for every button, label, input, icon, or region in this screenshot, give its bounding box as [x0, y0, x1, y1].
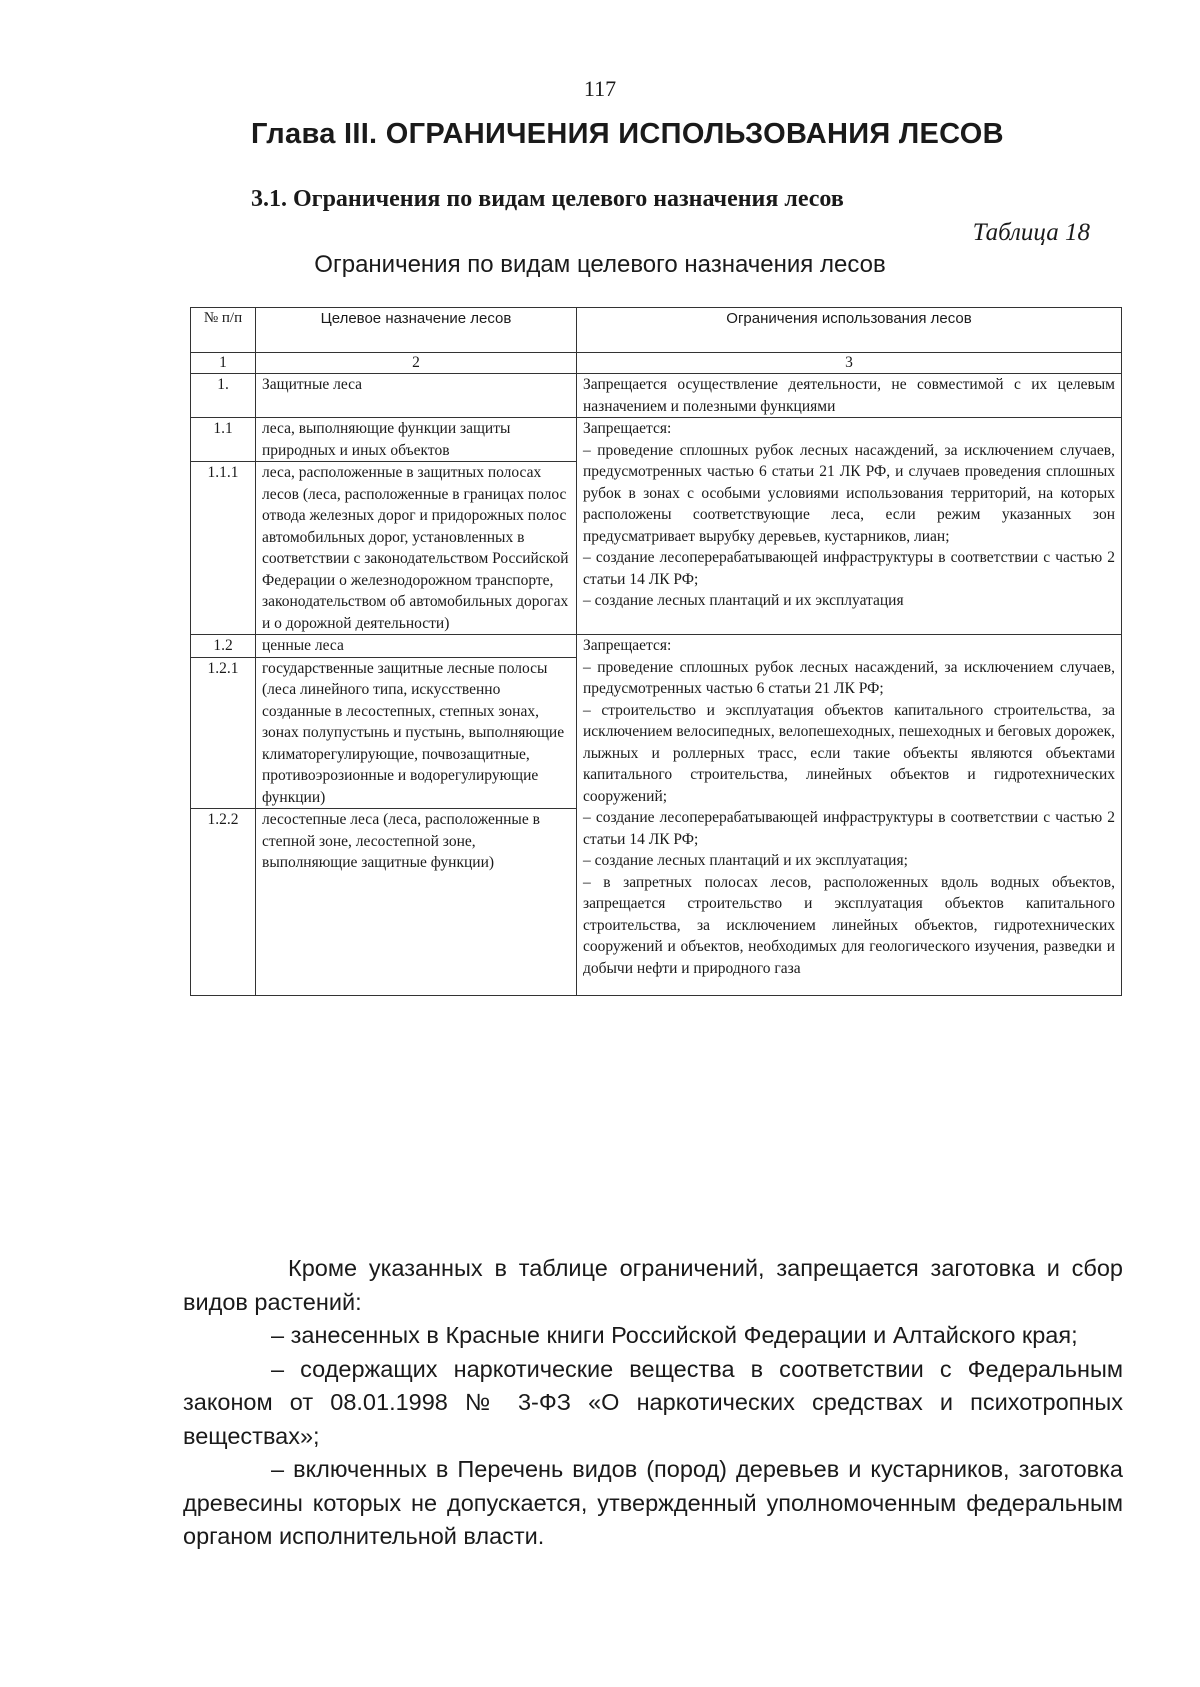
header-number: № п/п: [191, 308, 256, 353]
row-number: 1.2: [191, 635, 256, 658]
chapter-title: Глава III. ОГРАНИЧЕНИЯ ИСПОЛЬЗОВАНИЯ ЛЕСОВ: [251, 118, 1004, 150]
restriction-item: – проведение сплошных рубок лесных насаждений, за исключением случаев, предусмотренных частью 6 статьи 21 ЛК РФ;: [583, 658, 1115, 697]
restriction-item: – создание лесных плантаций и их эксплуатация;: [583, 852, 908, 869]
restriction-cell: [577, 635, 1122, 996]
paragraph: – занесенных в Красные книги Российской Федерации и Алтайского края;: [271, 1322, 1078, 1348]
table-row: [191, 374, 1122, 418]
row-number: 1.1: [191, 418, 256, 462]
paragraph: Кроме указанных в таблице ограничений, запрещается заготовка и сбор видов растений:: [183, 1255, 1123, 1315]
table-row: [191, 635, 1122, 658]
body-text: [183, 1252, 1123, 1554]
purpose-cell: леса, выполняющие функции защиты природных и иных объектов: [256, 418, 577, 462]
restriction-item: – создание лесоперерабатывающей инфраструктуры в соответствии с частью 2 статьи 14 ЛК РФ;: [583, 809, 1115, 848]
row-number: 1.2.1: [191, 657, 256, 809]
purpose-cell: лесостепные леса (леса, расположенные в степной зоне, лесостепной зоне, выполняющие защитные функции): [256, 809, 577, 996]
row-number: 1.: [191, 374, 256, 418]
column-number: 1: [191, 353, 256, 374]
column-number: 3: [577, 353, 1122, 374]
column-numbers-row: [191, 353, 1122, 374]
table-label: Таблица 18: [972, 219, 1090, 246]
row-number: 1.1.1: [191, 462, 256, 635]
restriction-cell: Запрещается осуществление деятельности, не совместимой с их целевым назначением и полезными функциями: [577, 374, 1122, 418]
purpose-cell: леса, расположенные в защитных полосах лесов (леса, расположенные в границах полос отвода железных дорог и придорожных полос автомобильных дорог, установленных в соответствии с законодательством Российской Федерации о железнодорожном транспорте, законодательством об автомобильных дорогах и о дорожной деятельности): [256, 462, 577, 635]
table-header-row: [191, 308, 1122, 353]
restriction-item: – строительство и эксплуатация объектов капитального строительства, за исключением велосипедных, велопешеходных, пешеходных и беговых дорожек, лыжных и роллерных трасс, если такие объекты являются объектами капитального строительства, линейных объектов и гидротехнических сооружений;: [583, 701, 1115, 805]
column-number: 2: [256, 353, 577, 374]
purpose-cell: государственные защитные лесные полосы (леса линейного типа, искусственно созданные в лесостепных, степных зонах, зонах полупустынь и пустынь, выполняющие климаторегулирующие, почвозащитные, противоэрозионные и водорегулирующие функции): [256, 657, 577, 809]
header-purpose: Целевое назначение лесов: [256, 308, 577, 353]
table-row: [191, 418, 1122, 462]
restriction-item: – проведение сплошных рубок лесных насаждений, за исключением случаев, предусмотренных частью 6 статьи 21 ЛК РФ, и случаев проведения сплошных рубок в зонах с особыми условиями использования территорий, на которых расположены соответствующие леса, если режим указанных зон предусматривает вырубку деревьев, кустарников, лиан;: [583, 441, 1115, 545]
paragraph: – включенных в Перечень видов (пород) деревьев и кустарников, заготовка древесины которых не допускается, утвержденный уполномоченным федеральным органом исполнительной власти.: [183, 1456, 1123, 1549]
restriction-item: – создание лесных плантаций и их эксплуатация: [583, 592, 904, 609]
purpose-cell: ценные леса: [256, 635, 577, 658]
purpose-cell: Защитные леса: [256, 374, 577, 418]
restriction-cell: [577, 418, 1122, 635]
restriction-item: – создание лесоперерабатывающей инфраструктуры в соответствии с частью 2 статьи 14 ЛК РФ;: [583, 549, 1115, 588]
restriction-intro: Запрещается:: [583, 420, 672, 437]
header-restrictions: Ограничения использования лесов: [577, 308, 1122, 353]
paragraph: – содержащих наркотические вещества в соответствии с Федеральным законом от 08.01.1998 № 3-ФЗ «О наркотических средствах и психотропных веществах»;: [183, 1355, 1123, 1449]
restriction-intro: Запрещается:: [583, 637, 672, 654]
section-title: 3.1. Ограничения по видам целевого назначения лесов: [251, 186, 844, 212]
restrictions-table: [190, 307, 1122, 996]
row-number: 1.2.2: [191, 809, 256, 996]
page-number: 117: [583, 76, 617, 101]
restriction-item: – в запретных полосах лесов, расположенных вдоль водных объектов, запрещается строительство и эксплуатация объектов капитального строительства, за исключением линейных объектов, гидротехнических сооружений и объектов, необходимых для геологического изучения, разведки и добычи нефти и природного газа: [583, 873, 1115, 977]
table-caption: Ограничения по видам целевого назначения лесов: [314, 251, 886, 278]
